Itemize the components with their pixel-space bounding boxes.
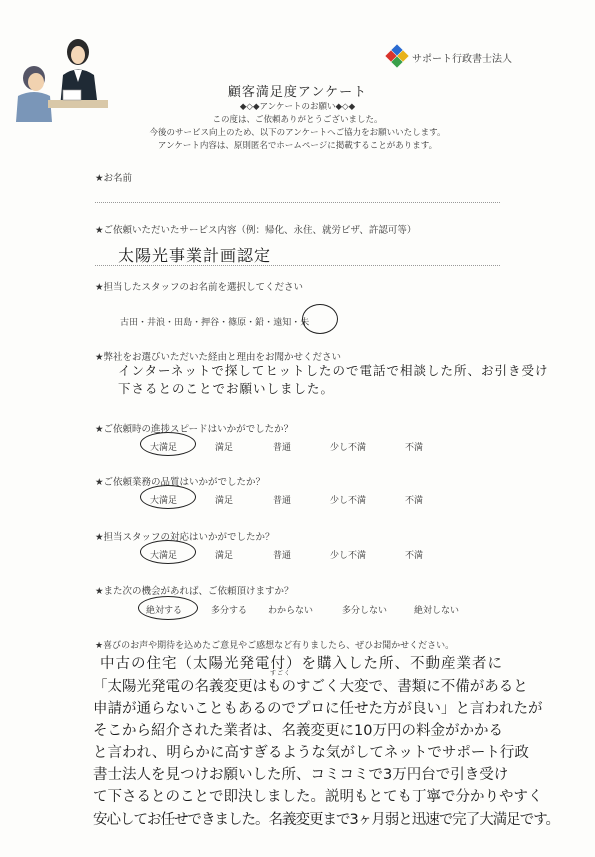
staff-option-enchi[interactable]: 遠知 [273,318,292,328]
staff-option-namari[interactable]: 鉛 [255,318,265,328]
response-option-satisfied[interactable]: 満足 [215,551,234,561]
page-title: 顧客満足度アンケート [227,85,368,100]
company-logo [387,46,407,66]
quality-selection-circle [140,485,196,509]
next-option-definitely-not[interactable]: 絶対しない [414,606,460,616]
speed-option-dissatisfied[interactable]: 不満 [405,443,424,453]
service-question: ★ご依頼いただいたサービス内容（例：帰化、永住、就労ビザ、許認可等） [95,225,417,236]
speed-option-satisfied[interactable]: 満足 [215,443,234,453]
speed-option-neutral[interactable]: 普通 [273,443,292,453]
speed-selection-circle [140,432,196,456]
reason-question: ★弊社をお選びいただいた経由と理由をお聞かせください [95,352,342,363]
comments-answer-line-4: そこから紹介された業者は、名義変更に10万円の料金がかかる [93,723,503,739]
quality-option-neutral[interactable]: 普通 [273,496,292,506]
response-option-somewhat-dissatisfied[interactable]: 少し不満 [330,551,367,561]
comments-answer-line-8: 安心してお任せできました。名義変更まで3ヶ月弱と迅速で完了大満足です。 [93,812,560,828]
staff-option-oshitani[interactable]: 押谷 [201,318,220,328]
quality-option-somewhat-dissatisfied[interactable]: 少し不満 [330,496,367,506]
staff-option-tajima[interactable]: 田島 [174,318,193,328]
next-time-question: ★また次の機会があれば、ご依頼頂けますか？ [95,586,294,597]
response-option-very-satisfied[interactable]: 大満足 [150,551,178,561]
intro-line-1: この度は、ご依頼ありがとうございました。 [212,115,383,125]
staff-selection-circle [302,304,338,334]
staff-option-inami[interactable]: 井浪 [147,318,166,328]
response-option-dissatisfied[interactable]: 不満 [405,551,424,561]
quality-option-very-satisfied[interactable]: 大満足 [150,496,178,506]
quality-option-dissatisfied[interactable]: 不満 [405,496,424,506]
company-name: サポート行政書士法人 [412,54,512,65]
comments-answer-line-2: 「太陽光発電の名義変更はものすごく大変で、書類に不備があると [93,679,528,695]
service-answer-line [95,265,500,266]
intro-line-2: 今後のサービス向上のため、以下のアンケートへご協力をお願いいたします。 [149,128,446,138]
next-option-probably[interactable]: 多分する [211,606,248,616]
reason-answer-line-1: インターネットで探してヒットしたので電話で相談した所、お引き受け [118,363,549,378]
staff-option-shinohara[interactable]: 篠原 [228,318,247,328]
speed-option-very-satisfied[interactable]: 大満足 [150,443,178,453]
comments-question: ★喜びのお声や期待を込めたご意見やご感想など有りましたら、ぜひお聞かせください。 [95,641,455,651]
quality-question: ★ご依頼業務の品質はいかがでしたか？ [95,477,266,488]
reason-answer-line-2: 下さるとのことでお願いしました。 [118,381,335,396]
next-option-unsure[interactable]: わからない [268,606,314,616]
name-answer-line [95,202,500,203]
name-question: ★お名前 [95,173,133,184]
next-selection-circle [138,596,198,620]
service-answer: 太陽光事業計画認定 [118,246,272,265]
comments-answer-line-5: と言われ、明らかに高すぎるような気がしてネットでサポート行政 [93,745,529,761]
intro-line-3: アンケート内容は、原則匿名でホームページに掲載することがあります。 [157,141,438,151]
response-option-neutral[interactable]: 普通 [273,551,292,561]
speed-question: ★ご依頼時の進捗スピードはいかがでしたか？ [95,424,294,435]
comments-answer-line-6: 書士法人を見つけお願いした所、コミコミで3万円台で引き受け [93,767,509,783]
response-selection-circle [140,540,196,564]
staff-response-question: ★担当スタッフの対応はいかがでしたか？ [95,532,275,543]
quality-option-satisfied[interactable]: 満足 [215,496,234,506]
comments-answer-line-7: て下さるとのことで即決しました。説明もとても丁寧で分かりやすく [93,789,543,805]
comments-answer-line-1: 中古の住宅（太陽光発電付）を購入した所、不動産業者に [100,656,503,672]
next-option-probably-not[interactable]: 多分しない [342,606,388,616]
staff-option-shu[interactable]: 朱 [300,318,310,328]
next-option-definitely[interactable]: 絶対する [146,606,183,616]
staff-question: ★担当したスタッフのお名前を選択してください [95,282,304,293]
staff-options: 古田・井浪・田島・押谷・篠原・鉛・遠知・朱 [120,318,310,328]
comments-answer-line-3: 申請が通らないこともあるのでプロに任せた方が良い」と言われたが [93,701,543,717]
speed-option-somewhat-dissatisfied[interactable]: 少し不満 [330,443,367,453]
staff-option-furuta[interactable]: 古田 [120,318,139,328]
comments-correction-note: すごく [270,670,292,677]
request-heading: ◆◇◆アンケートのお願い◆◇◆ [239,102,356,112]
